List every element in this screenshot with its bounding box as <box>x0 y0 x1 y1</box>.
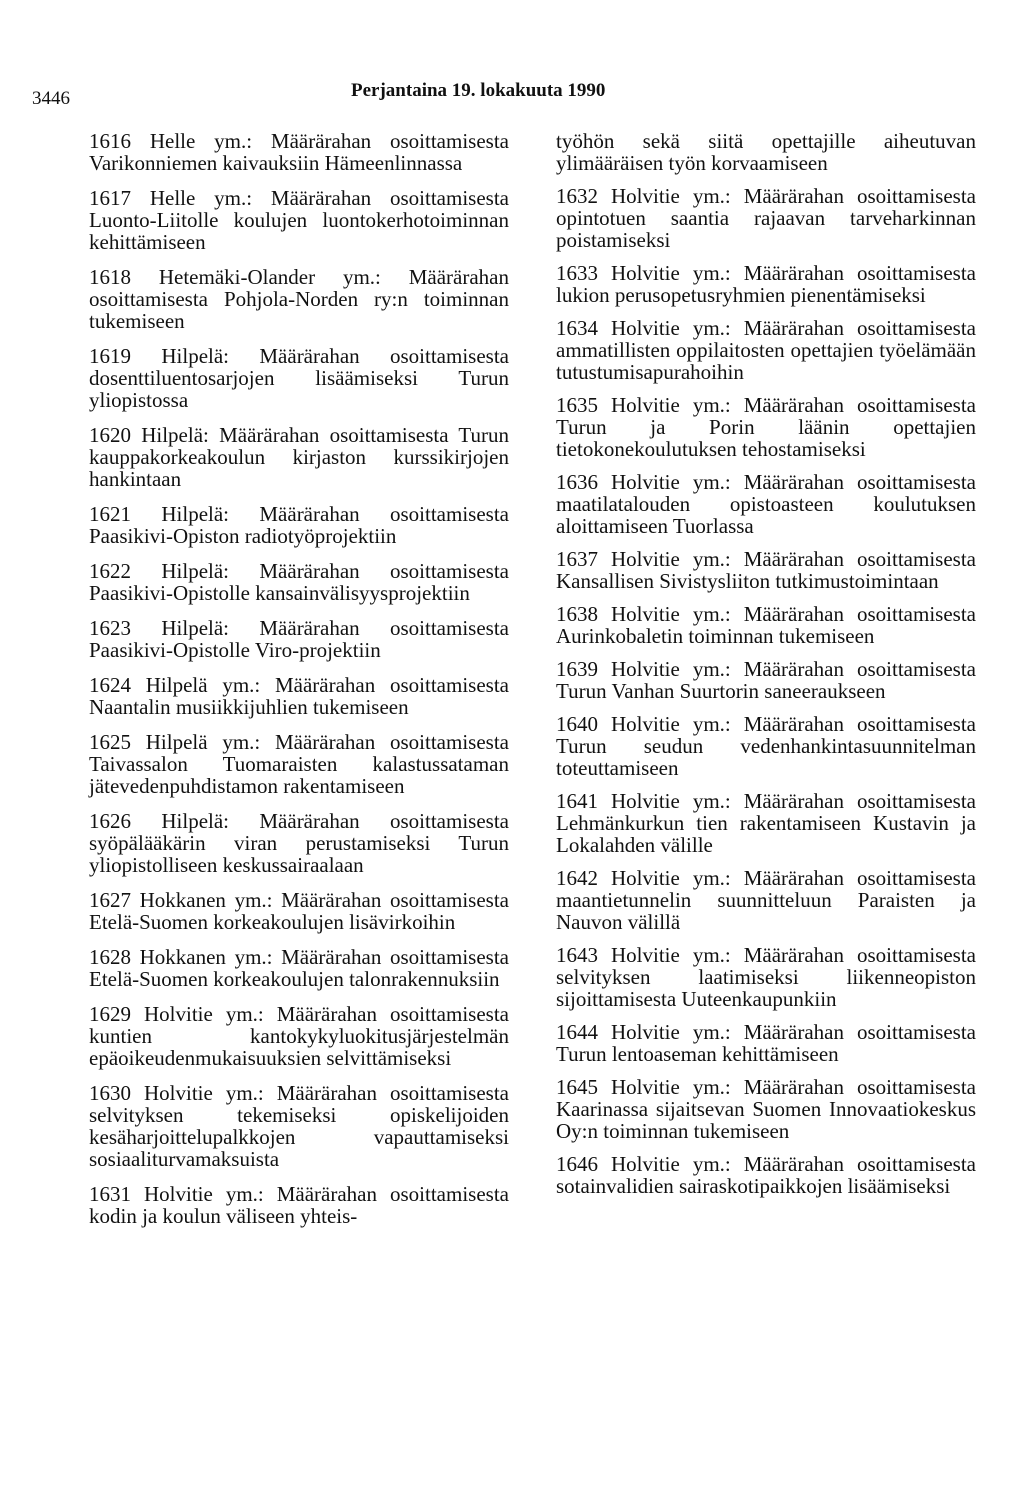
entry-1627: 1627 Hokkanen ym.: Määrärahan osoittamisesta Etelä-Suomen korkeakoulujen lisävirkoihin <box>89 888 509 934</box>
entry-1619: 1619 Hilpelä: Määrärahan osoittamisesta dosenttiluentosarjojen lisäämiseksi Turun yliopistossa <box>89 344 509 412</box>
entry-1645: 1645 Holvitie ym.: Määrärahan osoittamisesta Kaarinassa sijaitsevan Suomen Innovaatiokeskus Oy:n toiminnan tukemiseen <box>556 1075 976 1143</box>
page-number: 3446 <box>32 88 70 109</box>
entry-1620: 1620 Hilpelä: Määrärahan osoittamisesta Turun kauppakorkeakoulun kirjaston kurssikirjojen hankintaan <box>89 423 509 491</box>
entry-1631-continued: työhön sekä siitä opettajille aiheutuvan ylimääräisen työn korvaamiseen <box>556 129 976 175</box>
entry-1616: 1616 Helle ym.: Määrärahan osoittamisesta Varikonniemen kaivauksiin Hämeenlinnassa <box>89 129 509 175</box>
entry-1629: 1629 Holvitie ym.: Määrärahan osoittamisesta kuntien kantokykyluokitusjärjestelmän epäoikeudenmukaisuuksien selvittämiseksi <box>89 1002 509 1070</box>
entry-1626: 1626 Hilpelä: Määrärahan osoittamisesta syöpälääkärin viran perustamiseksi Turun yliopistolliseen keskussairaalaan <box>89 809 509 877</box>
entry-1622: 1622 Hilpelä: Määrärahan osoittamisesta Paasikivi-Opistolle kansainvälisyysprojektiin <box>89 559 509 605</box>
right-column <box>556 130 976 1208</box>
entry-1628: 1628 Hokkanen ym.: Määrärahan osoittamisesta Etelä-Suomen korkeakoulujen talonrakennuksiin <box>89 945 509 991</box>
entry-1638: 1638 Holvitie ym.: Määrärahan osoittamisesta Aurinkobaletin toiminnan tukemiseen <box>556 602 976 648</box>
entry-1634: 1634 Holvitie ym.: Määrärahan osoittamisesta ammatillisten oppilaitosten opettajien työelämään tutustumisapurahoihin <box>556 316 976 384</box>
entry-1641: 1641 Holvitie ym.: Määrärahan osoittamisesta Lehmänkurkun tien rakentamiseen Kustavin ja Lokalahden välille <box>556 789 976 857</box>
entry-1640: 1640 Holvitie ym.: Määrärahan osoittamisesta Turun seudun vedenhankintasuunnitelman toteuttamiseen <box>556 712 976 780</box>
entry-1625: 1625 Hilpelä ym.: Määrärahan osoittamisesta Taivassalon Tuomaraisten kalastussataman jätevedenpuhdistamon rakentamiseen <box>89 730 509 798</box>
entry-1632: 1632 Holvitie ym.: Määrärahan osoittamisesta opintotuen saantia rajaavan tarveharkinnan poistamiseksi <box>556 184 976 252</box>
entry-1618: 1618 Hetemäki-Olander ym.: Määrärahan osoittamisesta Pohjola-Norden ry:n toiminnan tukemiseen <box>89 265 509 333</box>
entry-1636: 1636 Holvitie ym.: Määrärahan osoittamisesta maatilatalouden opistoasteen koulutuksen aloittamiseen Tuorlassa <box>556 470 976 538</box>
entry-1623: 1623 Hilpelä: Määrärahan osoittamisesta Paasikivi-Opistolle Viro-projektiin <box>89 616 509 662</box>
entry-1624: 1624 Hilpelä ym.: Määrärahan osoittamisesta Naantalin musiikkijuhlien tukemiseen <box>89 673 509 719</box>
entry-1639: 1639 Holvitie ym.: Määrärahan osoittamisesta Turun Vanhan Suurtorin saneeraukseen <box>556 657 976 703</box>
entry-1621: 1621 Hilpelä: Määrärahan osoittamisesta Paasikivi-Opiston radiotyöprojektiin <box>89 502 509 548</box>
entry-1635: 1635 Holvitie ym.: Määrärahan osoittamisesta Turun ja Porin läänin opettajien tietokonekoulutuksen tehostamiseksi <box>556 393 976 461</box>
entry-1643: 1643 Holvitie ym.: Määrärahan osoittamisesta selvityksen laatimiseksi liikenneopiston sijoittamisesta Uuteenkaupunkiin <box>556 943 976 1011</box>
page-header-date: Perjantaina 19. lokakuuta 1990 <box>351 80 606 101</box>
entry-1646: 1646 Holvitie ym.: Määrärahan osoittamisesta sotainvalidien sairaskotipaikkojen lisäämiseksi <box>556 1152 976 1198</box>
entry-1633: 1633 Holvitie ym.: Määrärahan osoittamisesta lukion perusopetusryhmien pienentämiseksi <box>556 261 976 307</box>
entry-1631: 1631 Holvitie ym.: Määrärahan osoittamisesta kodin ja koulun väliseen yhteis- <box>89 1182 509 1228</box>
entry-1630: 1630 Holvitie ym.: Määrärahan osoittamisesta selvityksen tekemiseksi opiskelijoiden kesäharjoittelupalkkojen vapauttamiseksi sosiaaliturvamaksuista <box>89 1081 509 1171</box>
entry-1642: 1642 Holvitie ym.: Määrärahan osoittamisesta maantietunnelin suunnitteluun Paraisten ja Nauvon välillä <box>556 866 976 934</box>
entry-1617: 1617 Helle ym.: Määrärahan osoittamisesta Luonto-Liitolle koulujen luontokerhotoiminnan kehittämiseen <box>89 186 509 254</box>
left-column <box>89 130 509 1240</box>
entry-1644: 1644 Holvitie ym.: Määrärahan osoittamisesta Turun lentoaseman kehittämiseen <box>556 1020 976 1066</box>
entry-1637: 1637 Holvitie ym.: Määrärahan osoittamisesta Kansallisen Sivistysliiton tutkimustoimintaan <box>556 547 976 593</box>
